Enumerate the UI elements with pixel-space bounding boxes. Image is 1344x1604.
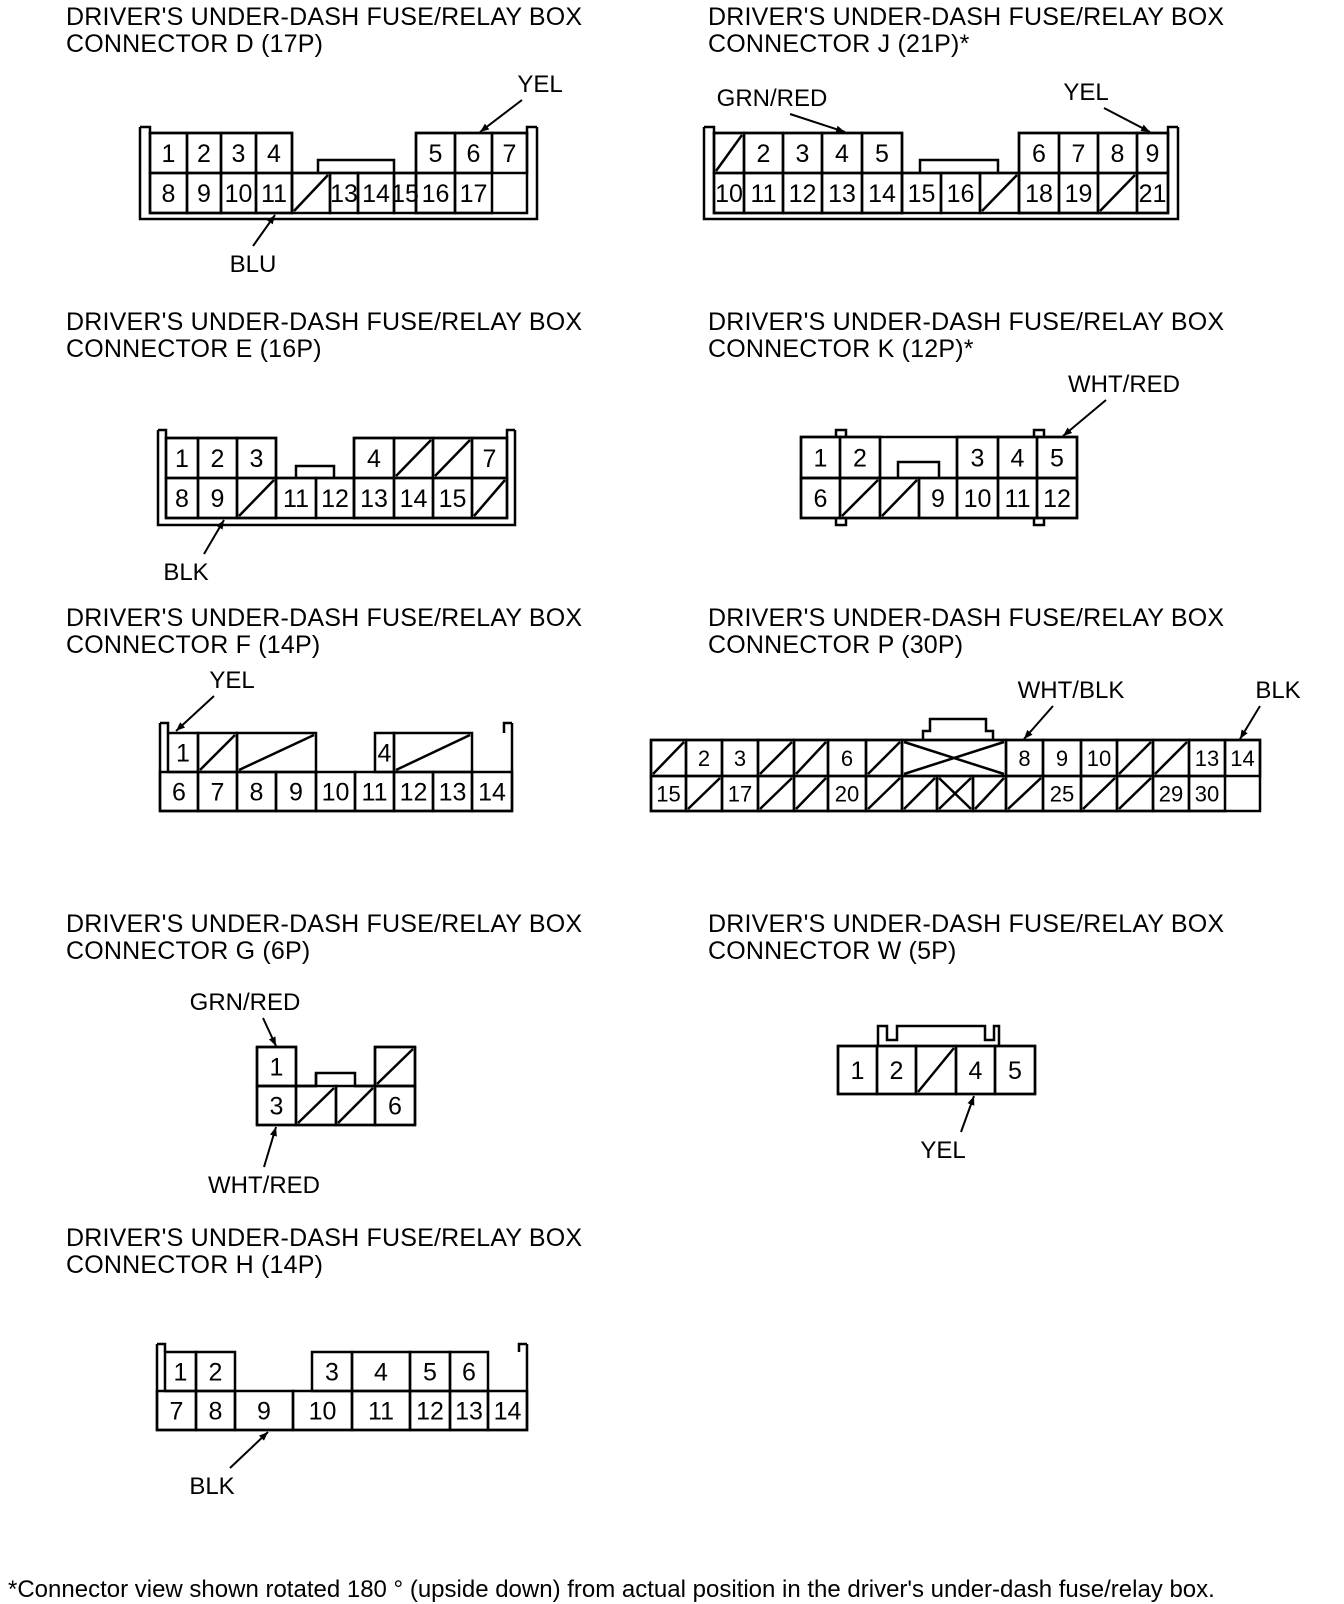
title-connector-k: DRIVER'S UNDER-DASH FUSE/RELAY BOX CONNECTOR K (12P)* <box>708 308 1225 363</box>
empty-cavity-mark <box>868 742 900 774</box>
pin-number: 16 <box>946 180 975 208</box>
pin-number: 10 <box>715 180 743 208</box>
title-connector-h: DRIVER'S UNDER-DASH FUSE/RELAY BOX CONNECTOR H (14P) <box>66 1224 583 1279</box>
pin-number: 5 <box>428 140 443 168</box>
empty-cavity-mark <box>796 778 826 809</box>
empty-cavity-mark <box>1155 742 1187 774</box>
empty-cavity-mark <box>796 742 826 774</box>
connector-j <box>704 127 1178 219</box>
pin-number: 6 <box>1032 140 1046 168</box>
empty-cavity-mark <box>294 175 328 211</box>
wire-color-label: YEL <box>517 71 563 98</box>
pin-number: 4 <box>367 445 381 473</box>
pin-number: 7 <box>1071 140 1086 168</box>
empty-cavity-mark <box>298 1088 334 1123</box>
wire-color-label: YEL <box>1063 79 1109 106</box>
pin-number: 17 <box>459 180 488 208</box>
pin-number: 1 <box>176 739 190 768</box>
connector-f <box>160 723 512 811</box>
empty-cavity-mark <box>904 778 935 809</box>
wire-callout-arrow <box>1063 400 1106 436</box>
wire-color-label: BLU <box>229 251 277 278</box>
empty-cavity-mark <box>842 480 878 516</box>
pin-number: 2 <box>889 1057 904 1085</box>
empty-cavity-mark <box>1100 175 1135 211</box>
pin-number: 11 <box>283 485 309 513</box>
pin-number: 9 <box>1145 140 1160 168</box>
pin-number: 4 <box>835 140 849 168</box>
title-connector-f: DRIVER'S UNDER-DASH FUSE/RELAY BOX CONNECTOR F (14P) <box>66 604 583 659</box>
pin-number: 15 <box>907 180 936 208</box>
empty-cavity-mark <box>975 778 1004 809</box>
wire-callout-arrow <box>176 696 214 731</box>
pin-number: 1 <box>173 1358 188 1387</box>
pin-number: 6 <box>840 745 854 771</box>
pin-number: 6 <box>388 1092 402 1121</box>
empty-cavity-mark <box>200 735 235 770</box>
connector-k <box>801 430 1077 525</box>
title-connector-e: DRIVER'S UNDER-DASH FUSE/RELAY BOX CONNECTOR E (16P) <box>66 308 583 363</box>
empty-cavity-mark <box>760 742 792 774</box>
empty-cavity-mark <box>716 135 742 171</box>
connector-e <box>158 430 515 525</box>
pin-number: 14 <box>868 180 896 208</box>
pin-number: 7 <box>482 445 497 473</box>
title-connector-d: DRIVER'S UNDER-DASH FUSE/RELAY BOX CONNECTOR D (17P) <box>66 3 583 58</box>
pin-number: 7 <box>169 1397 184 1426</box>
footnote: *Connector view shown rotated 180 ° (upside down) from actual position in the driver's under-dash fuse/relay box. <box>8 1576 1215 1603</box>
pin-number: 5 <box>1050 444 1064 473</box>
empty-cavity-mark <box>868 778 900 809</box>
wire-callout-arrow <box>264 1127 276 1167</box>
pin-number: 14 <box>478 778 506 807</box>
pin-number: 4 <box>968 1057 983 1085</box>
empty-cavity-mark <box>653 742 684 774</box>
empty-cavity-mark <box>1119 742 1151 774</box>
pin-number: 30 <box>1194 781 1220 807</box>
wire-color-label: BLK <box>163 559 209 586</box>
pin-number: 15 <box>656 781 681 807</box>
empty-cavity-mark <box>1083 778 1115 809</box>
pin-number: 4 <box>267 140 281 168</box>
wire-color-label: BLK <box>189 1473 235 1500</box>
pin-number: 21 <box>1138 180 1167 208</box>
empty-cavity-mark <box>239 735 314 770</box>
wire-color-label: GRN/RED <box>189 989 301 1016</box>
pin-number: 1 <box>175 445 189 473</box>
wire-color-label: WHT/RED <box>1068 371 1180 398</box>
pin-number: 8 <box>1110 140 1125 168</box>
pin-number: 19 <box>1064 180 1093 208</box>
pin-number: 9 <box>197 180 211 208</box>
pin-number: 2 <box>853 444 867 473</box>
pin-number: 7 <box>210 778 225 807</box>
empty-cavity-mark <box>474 480 505 516</box>
pin-number: 1 <box>161 140 176 168</box>
pin-number: 3 <box>970 444 985 473</box>
pin-number: 2 <box>197 140 211 168</box>
pin-number: 8 <box>161 180 176 208</box>
wire-callout-arrow <box>1104 108 1150 132</box>
pin-number: 1 <box>813 444 828 473</box>
pin-number: 9 <box>931 485 945 513</box>
pin-number: 5 <box>1008 1057 1022 1085</box>
pin-number: 6 <box>466 140 481 168</box>
wire-callout-arrow <box>961 1096 974 1132</box>
pin-number: 12 <box>399 778 428 807</box>
pin-number: 16 <box>421 180 450 208</box>
connector-w <box>838 1026 1035 1094</box>
pin-number: 12 <box>788 180 817 208</box>
pin-number: 25 <box>1049 781 1075 807</box>
title-connector-g: DRIVER'S UNDER-DASH FUSE/RELAY BOX CONNECTOR G (6P) <box>66 910 583 965</box>
pin-number: 9 <box>257 1397 271 1426</box>
pin-number: 14 <box>1230 745 1255 771</box>
pin-number: 20 <box>834 781 860 807</box>
wire-callout-arrow <box>263 1018 276 1046</box>
pin-number: 3 <box>733 745 747 771</box>
empty-cavity-mark <box>435 440 470 476</box>
pin-number: 4 <box>1010 444 1025 473</box>
pin-number: 9 <box>1055 745 1069 771</box>
pin-number: 5 <box>423 1358 437 1387</box>
empty-cavity-mark <box>338 1088 373 1123</box>
pin-number: 10 <box>321 778 350 807</box>
connector-h <box>157 1344 527 1430</box>
pin-number: 6 <box>172 778 186 807</box>
pin-number: 1 <box>850 1057 865 1085</box>
pin-number: 13 <box>1194 745 1220 771</box>
pin-number: 2 <box>208 1358 223 1387</box>
pin-number: 15 <box>438 485 467 513</box>
empty-cavity-mark <box>1008 778 1041 809</box>
pin-number: 13 <box>455 1397 483 1426</box>
pin-number: 13 <box>828 180 856 208</box>
empty-cavity-mark <box>396 440 431 476</box>
wire-callout-arrow <box>1240 706 1260 739</box>
pin-number: 10 <box>963 485 992 513</box>
pin-number: 8 <box>249 778 264 807</box>
wire-color-label: WHT/BLK <box>1017 677 1125 704</box>
pin-number: 11 <box>750 180 777 208</box>
pin-number: 14 <box>493 1397 522 1426</box>
pin-number: 11 <box>1004 485 1031 513</box>
pin-number: 8 <box>1018 745 1031 771</box>
title-connector-w: DRIVER'S UNDER-DASH FUSE/RELAY BOX CONNECTOR W (5P) <box>708 910 1225 965</box>
pin-number: 8 <box>175 485 189 513</box>
connector-p <box>651 719 1260 811</box>
wire-callout-arrow <box>790 114 845 132</box>
pin-number: 13 <box>360 485 388 513</box>
pin-number: 11 <box>361 778 388 807</box>
pin-number: 10 <box>1086 745 1112 771</box>
empty-cavity-mark <box>918 1048 954 1092</box>
pin-number: 18 <box>1025 180 1053 208</box>
pin-number: 3 <box>795 140 810 168</box>
wire-callout-arrow <box>230 1432 268 1468</box>
pin-number: 6 <box>813 485 828 513</box>
empty-cavity-mark <box>1119 778 1151 809</box>
pin-number: 1 <box>269 1053 284 1082</box>
wire-color-label: YEL <box>209 667 255 694</box>
pin-number: 9 <box>289 778 303 807</box>
pin-number: 3 <box>249 445 264 473</box>
pin-number: 3 <box>325 1358 339 1387</box>
pin-number: 11 <box>368 1397 394 1426</box>
pin-number: 6 <box>462 1358 476 1387</box>
empty-cavity-mark <box>982 175 1017 211</box>
empty-cavity-mark <box>760 778 792 809</box>
wire-color-label: BLK <box>1255 677 1301 704</box>
pin-number: 12 <box>416 1397 444 1426</box>
pin-number: 15 <box>391 180 419 208</box>
pin-number: 11 <box>261 180 287 208</box>
wire-color-label: YEL <box>920 1137 966 1164</box>
pin-number: 5 <box>875 140 889 168</box>
pin-number: 13 <box>330 180 358 208</box>
pin-number: 12 <box>1043 485 1071 513</box>
pin-number: 3 <box>269 1092 284 1121</box>
pin-number: 2 <box>210 445 225 473</box>
empty-cavity-mark <box>239 480 274 516</box>
pin-number: 3 <box>231 140 246 168</box>
pin-number: 29 <box>1158 781 1184 807</box>
pin-number: 17 <box>727 781 753 807</box>
wire-color-label: GRN/RED <box>716 85 828 112</box>
connector-d <box>140 127 537 219</box>
pin-number: 10 <box>224 180 253 208</box>
pin-number: 2 <box>756 140 771 168</box>
pin-number: 10 <box>308 1397 337 1426</box>
pin-number: 2 <box>697 745 711 771</box>
wire-callout-arrow <box>1024 706 1053 739</box>
empty-cavity-mark <box>377 1049 413 1084</box>
pin-number: 4 <box>374 1358 388 1387</box>
empty-cavity-mark <box>396 735 470 770</box>
pin-number: 12 <box>321 485 349 513</box>
connector-g <box>257 1047 415 1125</box>
pin-number: 8 <box>208 1397 223 1426</box>
empty-cavity-mark <box>688 778 720 809</box>
wire-color-label: WHT/RED <box>208 1172 320 1199</box>
pin-number: 14 <box>362 180 390 208</box>
wire-callout-arrow <box>480 100 522 132</box>
pin-number: 13 <box>438 778 467 807</box>
pin-number: 4 <box>377 739 392 768</box>
pin-number: 9 <box>210 485 225 513</box>
title-connector-p: DRIVER'S UNDER-DASH FUSE/RELAY BOX CONNECTOR P (30P) <box>708 604 1225 659</box>
pin-number: 14 <box>399 485 428 513</box>
pin-number: 7 <box>502 140 517 168</box>
title-connector-j: DRIVER'S UNDER-DASH FUSE/RELAY BOX CONNECTOR J (21P)* <box>708 3 1225 58</box>
empty-cavity-mark <box>882 480 917 516</box>
